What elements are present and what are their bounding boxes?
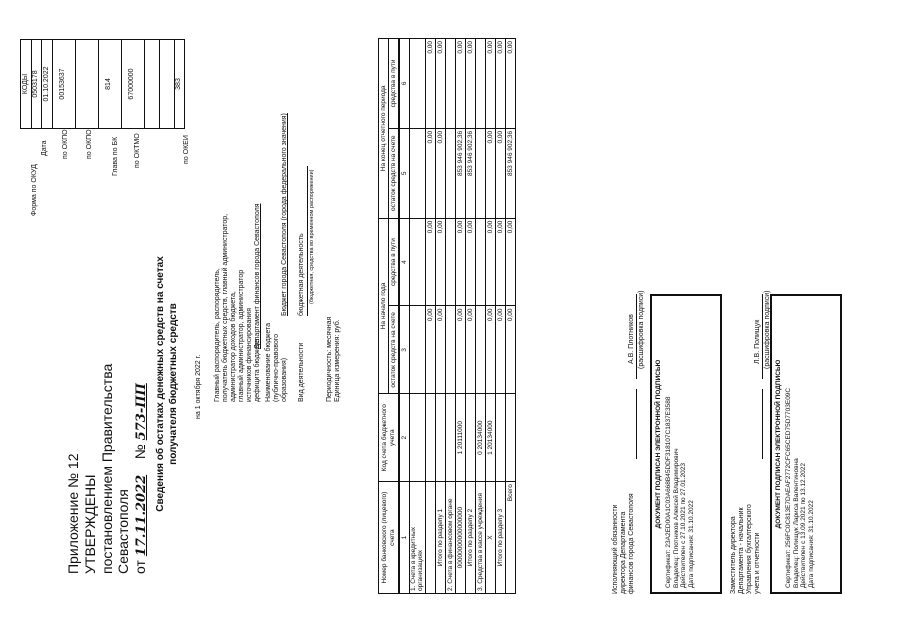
decree-date: 17.11.2022 xyxy=(134,474,150,557)
row-v4 xyxy=(410,218,426,306)
periodicity-label: Периодичность: месячная xyxy=(326,316,333,402)
manager-value: Департамент финансов города Севастополя xyxy=(254,203,261,349)
activity-hint: (бюджетная, средства во временном распоряжении) xyxy=(309,169,315,304)
row-v6 xyxy=(410,39,426,129)
row-v3: 0,00 xyxy=(485,306,495,394)
row-v5 xyxy=(475,128,485,218)
signatory-2-name-line xyxy=(762,294,763,379)
empty-code-2 xyxy=(159,40,174,129)
row-v6: 0,00 xyxy=(425,39,435,129)
stamp-2-valid: Действителен с 13.09.2021 по 13.12.2022 xyxy=(800,463,808,588)
unit-label: Единица измерения: руб. xyxy=(334,319,341,402)
row-code xyxy=(435,394,445,482)
table-row xyxy=(465,39,475,594)
bk-code: 814 xyxy=(98,40,121,129)
row-code: 1 20134000 xyxy=(485,394,495,482)
table-row xyxy=(485,39,495,594)
row-v5: 0,00 xyxy=(485,128,495,218)
row-v4: 0,00 xyxy=(455,218,465,306)
row-v3 xyxy=(475,306,485,394)
stamp-2-certificate: Сертификат: 256FC0C813E7DAEAF2772CFC65CED75D7703E09C xyxy=(785,387,793,588)
okud-code: 0503178 xyxy=(31,40,42,129)
title-line-1: Сведения об остатках денежных средств на счетах xyxy=(155,256,166,512)
col-number-3: 3 xyxy=(399,306,410,394)
signatory-1-title-2: директора Департамента xyxy=(620,511,627,594)
table-row xyxy=(435,39,445,594)
row-v3: 0,00 xyxy=(425,306,435,394)
row-v3: 0,00 xyxy=(435,306,445,394)
header-transit-end: средства в пути xyxy=(389,39,400,129)
header-end-of-period: На конец отчетного периода xyxy=(379,39,389,219)
table-row xyxy=(455,39,465,594)
row-v4: 0,00 xyxy=(425,218,435,306)
row-v6: 0,00 xyxy=(505,39,515,129)
stamp-1-signed: Дата подписания: 31.10.2022 xyxy=(687,500,695,588)
date-code: 01.10.2022 xyxy=(42,40,53,129)
table-row xyxy=(410,39,426,594)
number-prefix: № xyxy=(132,444,149,460)
row-v6 xyxy=(445,39,455,129)
row-v3: 0,00 xyxy=(495,306,505,394)
row-v3: 0,00 xyxy=(455,306,465,394)
decree-label: постановлением Правительства xyxy=(98,363,115,574)
manager-label-4: главный администратор, администратор xyxy=(238,269,245,402)
reporting-date: на 1 октября 2022 г. xyxy=(195,354,202,419)
signatory-2-title-4: учета и отчетности xyxy=(754,532,761,594)
row-code: 0 20134000 xyxy=(475,394,485,482)
okud-label: Форма по ОКУД xyxy=(31,164,38,216)
row-code: 1 20111000 xyxy=(455,394,465,482)
manager-label-2: получатель бюджетных средств, главный администратор, xyxy=(222,213,229,402)
okei-label: по ОКЕИ xyxy=(183,135,190,164)
row-v6 xyxy=(475,39,485,129)
table-row xyxy=(445,39,455,594)
row-v5 xyxy=(410,128,426,218)
row-account: 3. Средства в кассе учреждения xyxy=(475,482,485,594)
signatory-2-title-2: Департамента - начальник xyxy=(738,507,745,594)
row-v5: 0,00 xyxy=(435,128,445,218)
row-v5 xyxy=(445,128,455,218)
header-transit-start: средства в пути xyxy=(389,218,400,306)
row-v4: 0,00 xyxy=(495,218,505,306)
activity-underline xyxy=(307,166,308,316)
stamp-2-signed: Дата подписания: 31.10.2022 xyxy=(807,500,815,588)
codes-header: КОДЫ xyxy=(21,40,32,129)
signatory-2-title-1: Заместитель директора xyxy=(730,516,737,594)
row-account: Итого по разделу 3 xyxy=(495,482,505,594)
decree-number: 573-ПП xyxy=(134,383,150,441)
electronic-signature-stamp-2 xyxy=(770,294,842,594)
electronic-signature-stamp-1 xyxy=(650,294,722,594)
row-v5: 0,00 xyxy=(425,128,435,218)
signatory-1-name-line xyxy=(636,294,637,379)
row-account: Итого по разделу 1 xyxy=(435,482,445,594)
stamp-2-owner: Владелец: Полищук Лариса Валентиновна xyxy=(792,458,800,588)
row-v4: 0,00 xyxy=(505,218,515,306)
row-v5: 853 946 902,36 xyxy=(505,128,515,218)
decree-date-line xyxy=(132,364,150,574)
activity-value: бюджетная деятельность xyxy=(298,233,305,316)
row-code xyxy=(425,394,435,482)
header-balance-end: остаток средств на счете xyxy=(389,128,400,218)
appendix-number: Приложение № 12 xyxy=(65,453,81,574)
header-start-of-year: На начало года xyxy=(379,218,389,394)
okpo-code-2 xyxy=(75,40,98,129)
manager-label-1: Главный распорядитель, распорядитель, xyxy=(214,268,221,402)
okpo-code-1: 00153637 xyxy=(52,40,75,129)
row-v6: 0,00 xyxy=(465,39,475,129)
signature-2-line xyxy=(762,389,763,459)
row-v5: 853 946 902,36 xyxy=(465,128,475,218)
row-v6: 0,00 xyxy=(455,39,465,129)
col-number-2: 2 xyxy=(399,394,410,482)
table-row xyxy=(475,39,485,594)
row-v5: 0,00 xyxy=(495,128,505,218)
bk-label: Глава по БК xyxy=(112,136,119,176)
row-v3 xyxy=(410,306,426,394)
budget-label-2: (публично-правового xyxy=(273,333,280,402)
row-code xyxy=(505,394,515,482)
col-number-4: 4 xyxy=(399,218,410,306)
stamp-1-valid: Действителен с 27.10.2021 по 27.01.2023 xyxy=(680,463,688,588)
row-v3: 0,00 xyxy=(505,306,515,394)
row-account: 1. Счета в кредитных организациях xyxy=(410,482,426,594)
signatory-1-title-1: Исполняющий обязанности xyxy=(612,504,619,594)
row-v4: 0,00 xyxy=(465,218,475,306)
row-v3: 0,00 xyxy=(465,306,475,394)
signature-1-line xyxy=(636,389,637,459)
col-number-6: 6 xyxy=(399,39,410,129)
activity-label: Вид деятельности xyxy=(298,342,305,402)
date-label: Дата xyxy=(41,140,48,156)
row-v3 xyxy=(445,306,455,394)
row-code xyxy=(445,394,455,482)
signatory-2-hint: (расшифровка подписи) xyxy=(764,290,771,369)
row-code xyxy=(465,394,475,482)
signatory-2-title-3: Управления бухгалтерского xyxy=(746,504,753,594)
row-account: 2. Счета в финансовом органе xyxy=(445,482,455,594)
col-number-5: 5 xyxy=(399,128,410,218)
balances-table xyxy=(378,38,516,594)
stamp-1-certificate: Сертификат: 23A2ED00A1C03A668B45DDF318107C1837E3588 xyxy=(665,396,673,588)
okpo-label-1: по ОКПО xyxy=(62,129,69,159)
row-account: X xyxy=(485,482,495,594)
row-account xyxy=(425,482,435,594)
row-code xyxy=(495,394,505,482)
signatory-2-name: Л.В. Полищук xyxy=(754,319,761,364)
okpo-label-2: по ОКПО xyxy=(86,129,93,159)
row-v4 xyxy=(475,218,485,306)
row-v6: 0,00 xyxy=(495,39,505,129)
oktmo-code: 67000000 xyxy=(121,40,144,129)
row-v6: 0,00 xyxy=(435,39,445,129)
manager-label-6: дефицита бюджета xyxy=(254,338,261,402)
title-line-2: получателя бюджетных средств xyxy=(167,303,179,465)
table-row xyxy=(495,39,505,594)
budget-label-3: образования) xyxy=(281,357,288,402)
header-code: Код счета бюджетного учета xyxy=(379,394,400,482)
row-v4: 0,00 xyxy=(485,218,495,306)
stamp-1-title: ДОКУМЕНТ ПОДПИСАН ЭЛЕКТРОННОЙ ПОДПИСЬЮ xyxy=(655,359,662,529)
row-v5: 853 946 902,36 xyxy=(455,128,465,218)
row-v4 xyxy=(445,218,455,306)
city-label: Севастополя xyxy=(115,489,132,574)
row-v4: 0,00 xyxy=(435,218,445,306)
stamp-1-owner: Владелец: Плотников Алексей Владимирович xyxy=(672,448,680,588)
budget-label-1: Наименование бюджета xyxy=(265,322,272,402)
col-number-1: 1 xyxy=(399,482,410,594)
signatory-1-name: А.В. Плотников xyxy=(628,314,635,364)
manager-label-3: администратор доходов бюджета, xyxy=(230,291,237,402)
row-account: Итого по разделу 2 xyxy=(465,482,475,594)
table-row xyxy=(425,39,435,594)
stamp-2-title: ДОКУМЕНТ ПОДПИСАН ЭЛЕКТРОННОЙ ПОДПИСЬЮ xyxy=(775,359,782,529)
codes-table xyxy=(20,39,185,129)
oktmo-label: по ОКТМО xyxy=(134,133,141,168)
document-title xyxy=(155,174,180,594)
okei-code: 383 xyxy=(174,40,185,129)
header-account: Номер банковского (лицевого) счета xyxy=(379,482,400,594)
signatory-1-hint: (расшифровка подписи) xyxy=(638,290,645,369)
approval-header xyxy=(65,364,150,574)
table-row-total xyxy=(505,39,515,594)
row-account: 00000000000000000 xyxy=(455,482,465,594)
header-balance-start: остаток средств на счете xyxy=(389,306,400,394)
row-account: Всего xyxy=(505,482,515,594)
empty-code-1 xyxy=(144,40,159,129)
signatory-1-title-3: финансов города Севастополя xyxy=(628,493,635,594)
budget-value: Бюджет города Севастополя (города федерального значения) xyxy=(281,113,288,316)
row-v6: 0,00 xyxy=(485,39,495,129)
row-code xyxy=(410,394,426,482)
approved-label: УТВЕРЖДЕНЫ xyxy=(81,474,98,574)
date-prefix: от xyxy=(132,560,149,574)
manager-label-5: источников финансирования xyxy=(246,308,253,402)
